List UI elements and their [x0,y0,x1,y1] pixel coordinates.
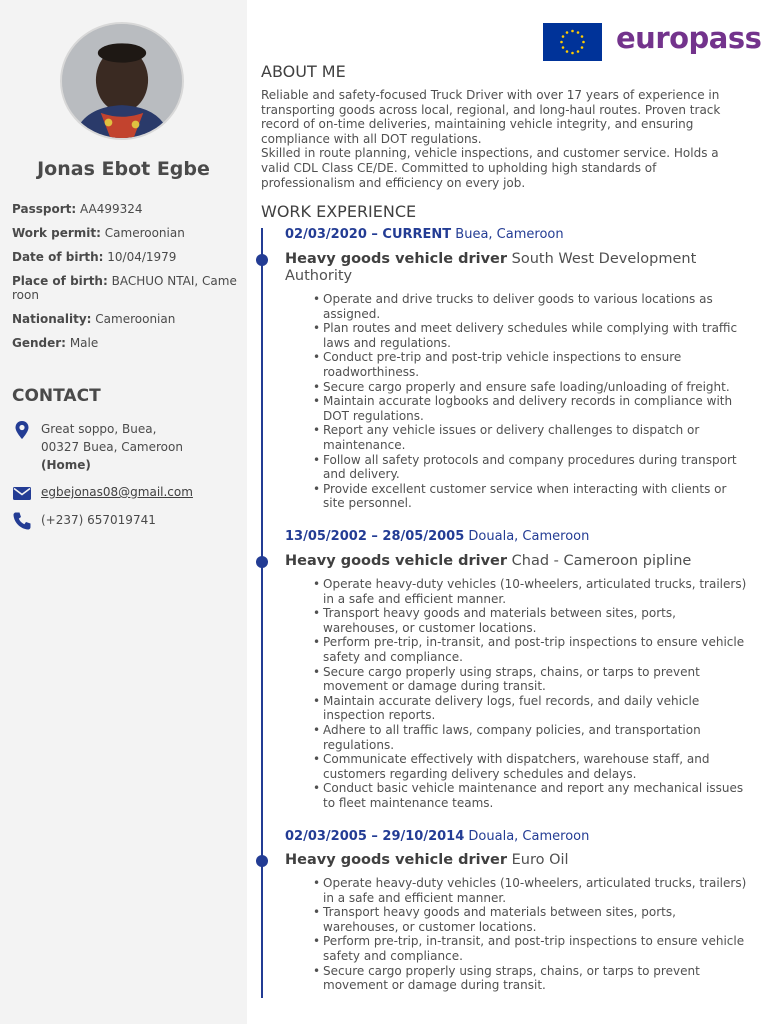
duty-item: • Secure cargo properly using straps, chains, or tarps to prevent movement or damage during transit. [313,964,748,993]
address-text [41,420,241,474]
duty-item: • Operate and drive trucks to deliver goods to various locations as assigned. [313,292,748,321]
about-heading: ABOUT ME [261,62,346,81]
detail-passport [12,202,238,216]
profile-name: Jonas Ebot Egbe [37,158,210,180]
europass-logo [543,21,762,63]
phone-icon [12,511,32,531]
job-date-line [285,829,589,844]
about-paragraph: Skilled in route planning, vehicle inspections, and customer service. Holds a valid CDL Class CE/DE. Committed to upholding high standards of professionalism and efficiency on every job. [261,146,719,190]
email-link[interactable]: egbejonas08@gmail.com [41,485,193,499]
duty-item: • Transport heavy goods and materials between sites, ports, warehouses, or customer locations. [313,905,748,934]
detail-place-of-birth [12,274,238,302]
job-role: Heavy goods vehicle driver [285,553,508,569]
detail-value: Cameroonian [104,226,185,240]
about-paragraph: Reliable and safety-focused Truck Driver with over 17 years of experience in transporting goods across local, regional, and long-haul routes. Proven track record of on-time deliveries, maintaining vehicle integrity, and ensuring compliance with all DOT regulations. [261,88,721,146]
job-dates: 02/03/2020 – CURRENT [285,227,452,242]
detail-label: Nationality: [12,312,92,326]
profile-photo [62,24,182,138]
detail-label: Work permit: [12,226,101,240]
duty-item: • Adhere to all traffic laws, company policies, and transportation regulations. [313,723,748,752]
detail-work-permit [12,226,238,240]
job-title [285,852,745,869]
duty-item: • Operate heavy-duty vehicles (10-wheelers, articulated trucks, trailers) in a safe and efficient manner. [313,876,748,905]
job-location: Douala, Cameroon [468,829,590,844]
duty-item: • Report any vehicle issues or delivery challenges to dispatch or maintenance. [313,423,748,452]
contact-phone [12,511,238,531]
address-type: (Home) [41,458,91,472]
address-line: 00327 Buea, Cameroon [41,440,183,454]
duty-item: • Conduct basic vehicle maintenance and report any mechanical issues to fleet maintenance teams. [313,781,748,810]
job-location: Buea, Cameroon [455,227,564,242]
detail-date-of-birth [12,250,238,264]
job-date-line [285,227,564,242]
job-location: Douala, Cameroon [468,529,590,544]
duty-item: • Perform pre-trip, in-transit, and post-trip inspections to ensure vehicle safety and compliance. [313,635,748,664]
phone-number: (+237) 657019741 [41,513,156,527]
about-text [261,88,751,190]
duty-item: • Conduct pre-trip and post-trip vehicle inspections to ensure roadworthiness. [313,350,748,379]
eu-flag-icon [543,23,602,61]
europass-wordmark: europass [616,21,762,55]
detail-label: Passport: [12,202,77,216]
address-line: Great soppo, Buea, [41,422,157,436]
job-employer: Chad - Cameroon pipline [511,553,692,569]
timeline-dot [256,254,268,266]
job-duties-list [313,292,748,511]
contact-heading: CONTACT [12,386,101,406]
duty-item: • Maintain accurate logbooks and delivery records in compliance with DOT regulations. [313,394,748,423]
duty-item: • Secure cargo properly and ensure safe loading/unloading of freight. [313,380,748,395]
detail-label: Date of birth: [12,250,104,264]
duty-item: • Follow all safety protocols and company procedures during transport and delivery. [313,453,748,482]
detail-gender [12,336,238,350]
contact-address [12,420,238,476]
duty-item: • Maintain accurate delivery logs, fuel records, and daily vehicle inspection reports. [313,694,748,723]
timeline-line [261,228,263,998]
detail-nationality [12,312,238,326]
job-dates: 02/03/2005 – 29/10/2014 [285,829,465,844]
timeline-dot [256,556,268,568]
duty-item: • Transport heavy goods and materials between sites, ports, warehouses, or customer locations. [313,606,748,635]
detail-value: 10/04/1979 [107,250,177,264]
job-duties-list [313,577,748,811]
detail-label: Place of birth: [12,274,108,288]
detail-value: Male [69,336,99,350]
detail-value: BACHUO NTAI, Came roon [12,274,237,302]
duty-item: • Perform pre-trip, in-transit, and post-trip inspections to ensure vehicle safety and compliance. [313,934,748,963]
duty-item: • Communicate effectively with dispatchers, warehouse staff, and customers regarding delivery schedules and delays. [313,752,748,781]
job-role: Heavy goods vehicle driver [285,852,508,868]
detail-label: Gender: [12,336,66,350]
job-title [285,553,745,570]
contact-email[interactable] [12,483,238,503]
duty-item: • Secure cargo properly using straps, chains, or tarps to prevent movement or damage during transit. [313,665,748,694]
job-date-line [285,529,589,544]
timeline-dot [256,855,268,867]
avatar [60,22,184,140]
duty-item: • Plan routes and meet delivery schedules while complying with traffic laws and regulations. [313,321,748,350]
job-employer: South West Development Authority [285,251,697,284]
detail-value: AA499324 [79,202,143,216]
job-role: Heavy goods vehicle driver [285,251,508,267]
detail-value: Cameroonian [95,312,176,326]
sidebar [0,0,247,1024]
location-pin-icon [12,420,32,440]
envelope-icon [12,483,32,503]
duty-item: • Operate heavy-duty vehicles (10-wheelers, articulated trucks, trailers) in a safe and efficient manner. [313,577,748,606]
duty-item: • Provide excellent customer service when interacting with clients or site personnel. [313,482,748,511]
work-heading: WORK EXPERIENCE [261,202,417,221]
job-employer: Euro Oil [511,852,569,868]
job-dates: 13/05/2002 – 28/05/2005 [285,529,465,544]
job-title [285,251,745,285]
job-duties-list [313,876,748,993]
